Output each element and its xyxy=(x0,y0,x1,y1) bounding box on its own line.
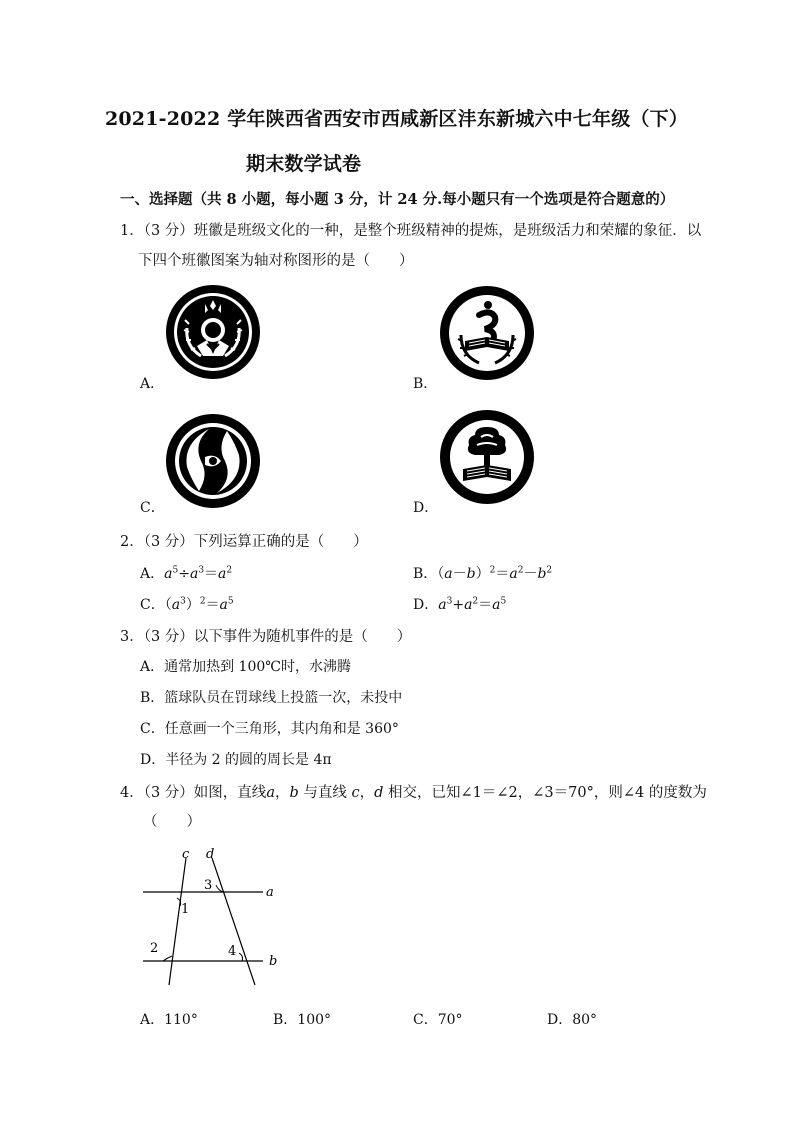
q1-stem-line2: 下四个班徽图案为轴对称图形的是（ ） xyxy=(138,253,414,269)
q3-stem: 3．（3 分）以下事件为随机事件的是（ ） xyxy=(120,629,412,645)
q2-c-exp: 2 xyxy=(199,596,206,607)
q2-b-exp: 2 xyxy=(546,565,553,576)
q4-stem-post: 相交，已知∠1＝∠2，∠3＝70°，则∠4 的度数为 xyxy=(383,785,707,801)
angle-2-arc xyxy=(163,956,172,961)
emblem-b-image[interactable] xyxy=(439,285,535,381)
section-heading: 一、选择题（共 8 小题，每小题 3 分，计 24 分.每小题只有一个选项是符合题意的） xyxy=(120,191,675,208)
q2-b-op: － xyxy=(452,566,467,582)
q1-stem-line1: 1．（3 分）班徽是班级文化的一种，是整个班级精神的提炼，是班级活力和荣耀的象征．以 xyxy=(120,223,702,239)
label-c: c xyxy=(182,847,190,862)
q2-b-term: a xyxy=(509,566,518,582)
q2-c-term: a xyxy=(171,597,181,613)
q2-option-d[interactable] xyxy=(413,594,506,614)
emblem-c-image[interactable] xyxy=(165,413,261,509)
label-3: 3 xyxy=(204,878,213,893)
q2-d-label: D． xyxy=(413,597,439,613)
q4-sep: ， xyxy=(274,785,290,801)
q2-c-exp: 3 xyxy=(180,596,186,607)
exam-title-line2: 期末数学试卷 xyxy=(246,153,362,175)
q4-var-a: a xyxy=(266,785,275,801)
q2-a-exp: 5 xyxy=(172,565,179,576)
q4-option-b[interactable]: B．100° xyxy=(273,1012,332,1028)
q4-stem-line1 xyxy=(120,781,707,802)
q2-d-exp: 2 xyxy=(472,596,479,607)
q3-option-c[interactable]: C．任意画一个三角形，其内角和是 360° xyxy=(140,721,399,737)
q2-a-exp: 3 xyxy=(198,565,205,576)
label-d: d xyxy=(206,847,215,862)
q2-a-term: a xyxy=(164,566,173,582)
q2-a-op: ÷ xyxy=(178,566,190,582)
q2-d-term: a xyxy=(492,597,501,613)
q2-stem: 2．（3 分）下列运算正确的是（ ） xyxy=(120,534,368,550)
q2-a-label: A． xyxy=(140,566,165,582)
q2-c-eq: ＝ xyxy=(205,597,220,613)
q2-d-term: a xyxy=(464,597,473,613)
q4-var-b: b xyxy=(289,785,299,801)
q4-var-d: d xyxy=(374,785,384,801)
q4-option-c[interactable]: C．70° xyxy=(413,1012,463,1028)
q3-option-a[interactable]: A．通常加热到 100℃时，水沸腾 xyxy=(140,659,351,675)
emblem-d-image[interactable] xyxy=(439,409,535,505)
q2-option-a[interactable] xyxy=(140,563,232,583)
q2-b-term: b xyxy=(537,566,547,582)
q2-d-exp: 3 xyxy=(446,596,453,607)
q2-a-exp: 2 xyxy=(226,565,233,576)
q2-a-term: a xyxy=(189,566,199,582)
q2-b-paren: （ xyxy=(437,566,445,582)
q2-b-term: b xyxy=(466,566,476,582)
angle-4-arc xyxy=(239,953,243,961)
label-4: 4 xyxy=(228,944,237,959)
q2-b-term: a xyxy=(444,566,453,582)
q2-d-eq: ＝ xyxy=(478,597,493,613)
q1-option-c-label[interactable]: C． xyxy=(140,500,165,516)
q2-c-paren: ） xyxy=(185,597,200,613)
q2-d-term: a xyxy=(438,597,447,613)
q1-option-a-label[interactable]: A． xyxy=(140,376,165,392)
q2-c-exp: 5 xyxy=(227,596,234,607)
label-b: b xyxy=(269,954,278,969)
q1-option-b-label[interactable]: B． xyxy=(413,376,438,392)
emblem-a-image[interactable] xyxy=(165,284,261,380)
q4-stem-mid: 与直线 xyxy=(298,785,352,801)
q2-b-op: － xyxy=(523,566,538,582)
q3-option-b[interactable]: B．篮球队员在罚球线上投篮一次，未投中 xyxy=(140,690,403,706)
q2-b-label: B． xyxy=(413,566,438,582)
q2-c-term: a xyxy=(219,597,228,613)
q2-a-eq: ＝ xyxy=(204,566,219,582)
q2-d-op: + xyxy=(452,597,465,613)
q2-a-term: a xyxy=(218,566,227,582)
q4-var-c: c xyxy=(351,785,360,801)
label-1: 1 xyxy=(181,902,190,917)
q2-option-c[interactable] xyxy=(140,594,234,614)
q4-line-figure xyxy=(136,842,286,990)
line-d xyxy=(212,858,255,985)
q2-b-paren: ） xyxy=(475,566,490,582)
q2-b-exp: 2 xyxy=(517,565,524,576)
q2-d-exp: 5 xyxy=(500,596,507,607)
q2-c-paren: （ xyxy=(164,597,172,613)
q2-option-b[interactable] xyxy=(413,563,552,583)
q4-stem-pre: 4．（3 分）如图，直线 xyxy=(120,785,267,801)
q4-sep: ， xyxy=(359,785,375,801)
line-c xyxy=(169,858,186,985)
q4-option-a[interactable]: A．110° xyxy=(140,1012,198,1028)
label-a: a xyxy=(266,885,274,900)
q4-option-d[interactable]: D．80° xyxy=(547,1012,598,1028)
q2-b-eq: ＝ xyxy=(495,566,510,582)
q3-option-d[interactable]: D．半径为 2 的圆的周长是 4π xyxy=(140,752,332,768)
q2-b-exp: 2 xyxy=(489,565,496,576)
q1-option-d-label[interactable]: D． xyxy=(413,500,439,516)
exam-title-line1: 2021-2022 学年陕西省西安市西咸新区沣东新城六中七年级（下） xyxy=(104,108,689,130)
q2-c-label: C． xyxy=(140,597,165,613)
label-2: 2 xyxy=(150,941,159,956)
q4-stem-line2: （ ） xyxy=(143,814,201,830)
